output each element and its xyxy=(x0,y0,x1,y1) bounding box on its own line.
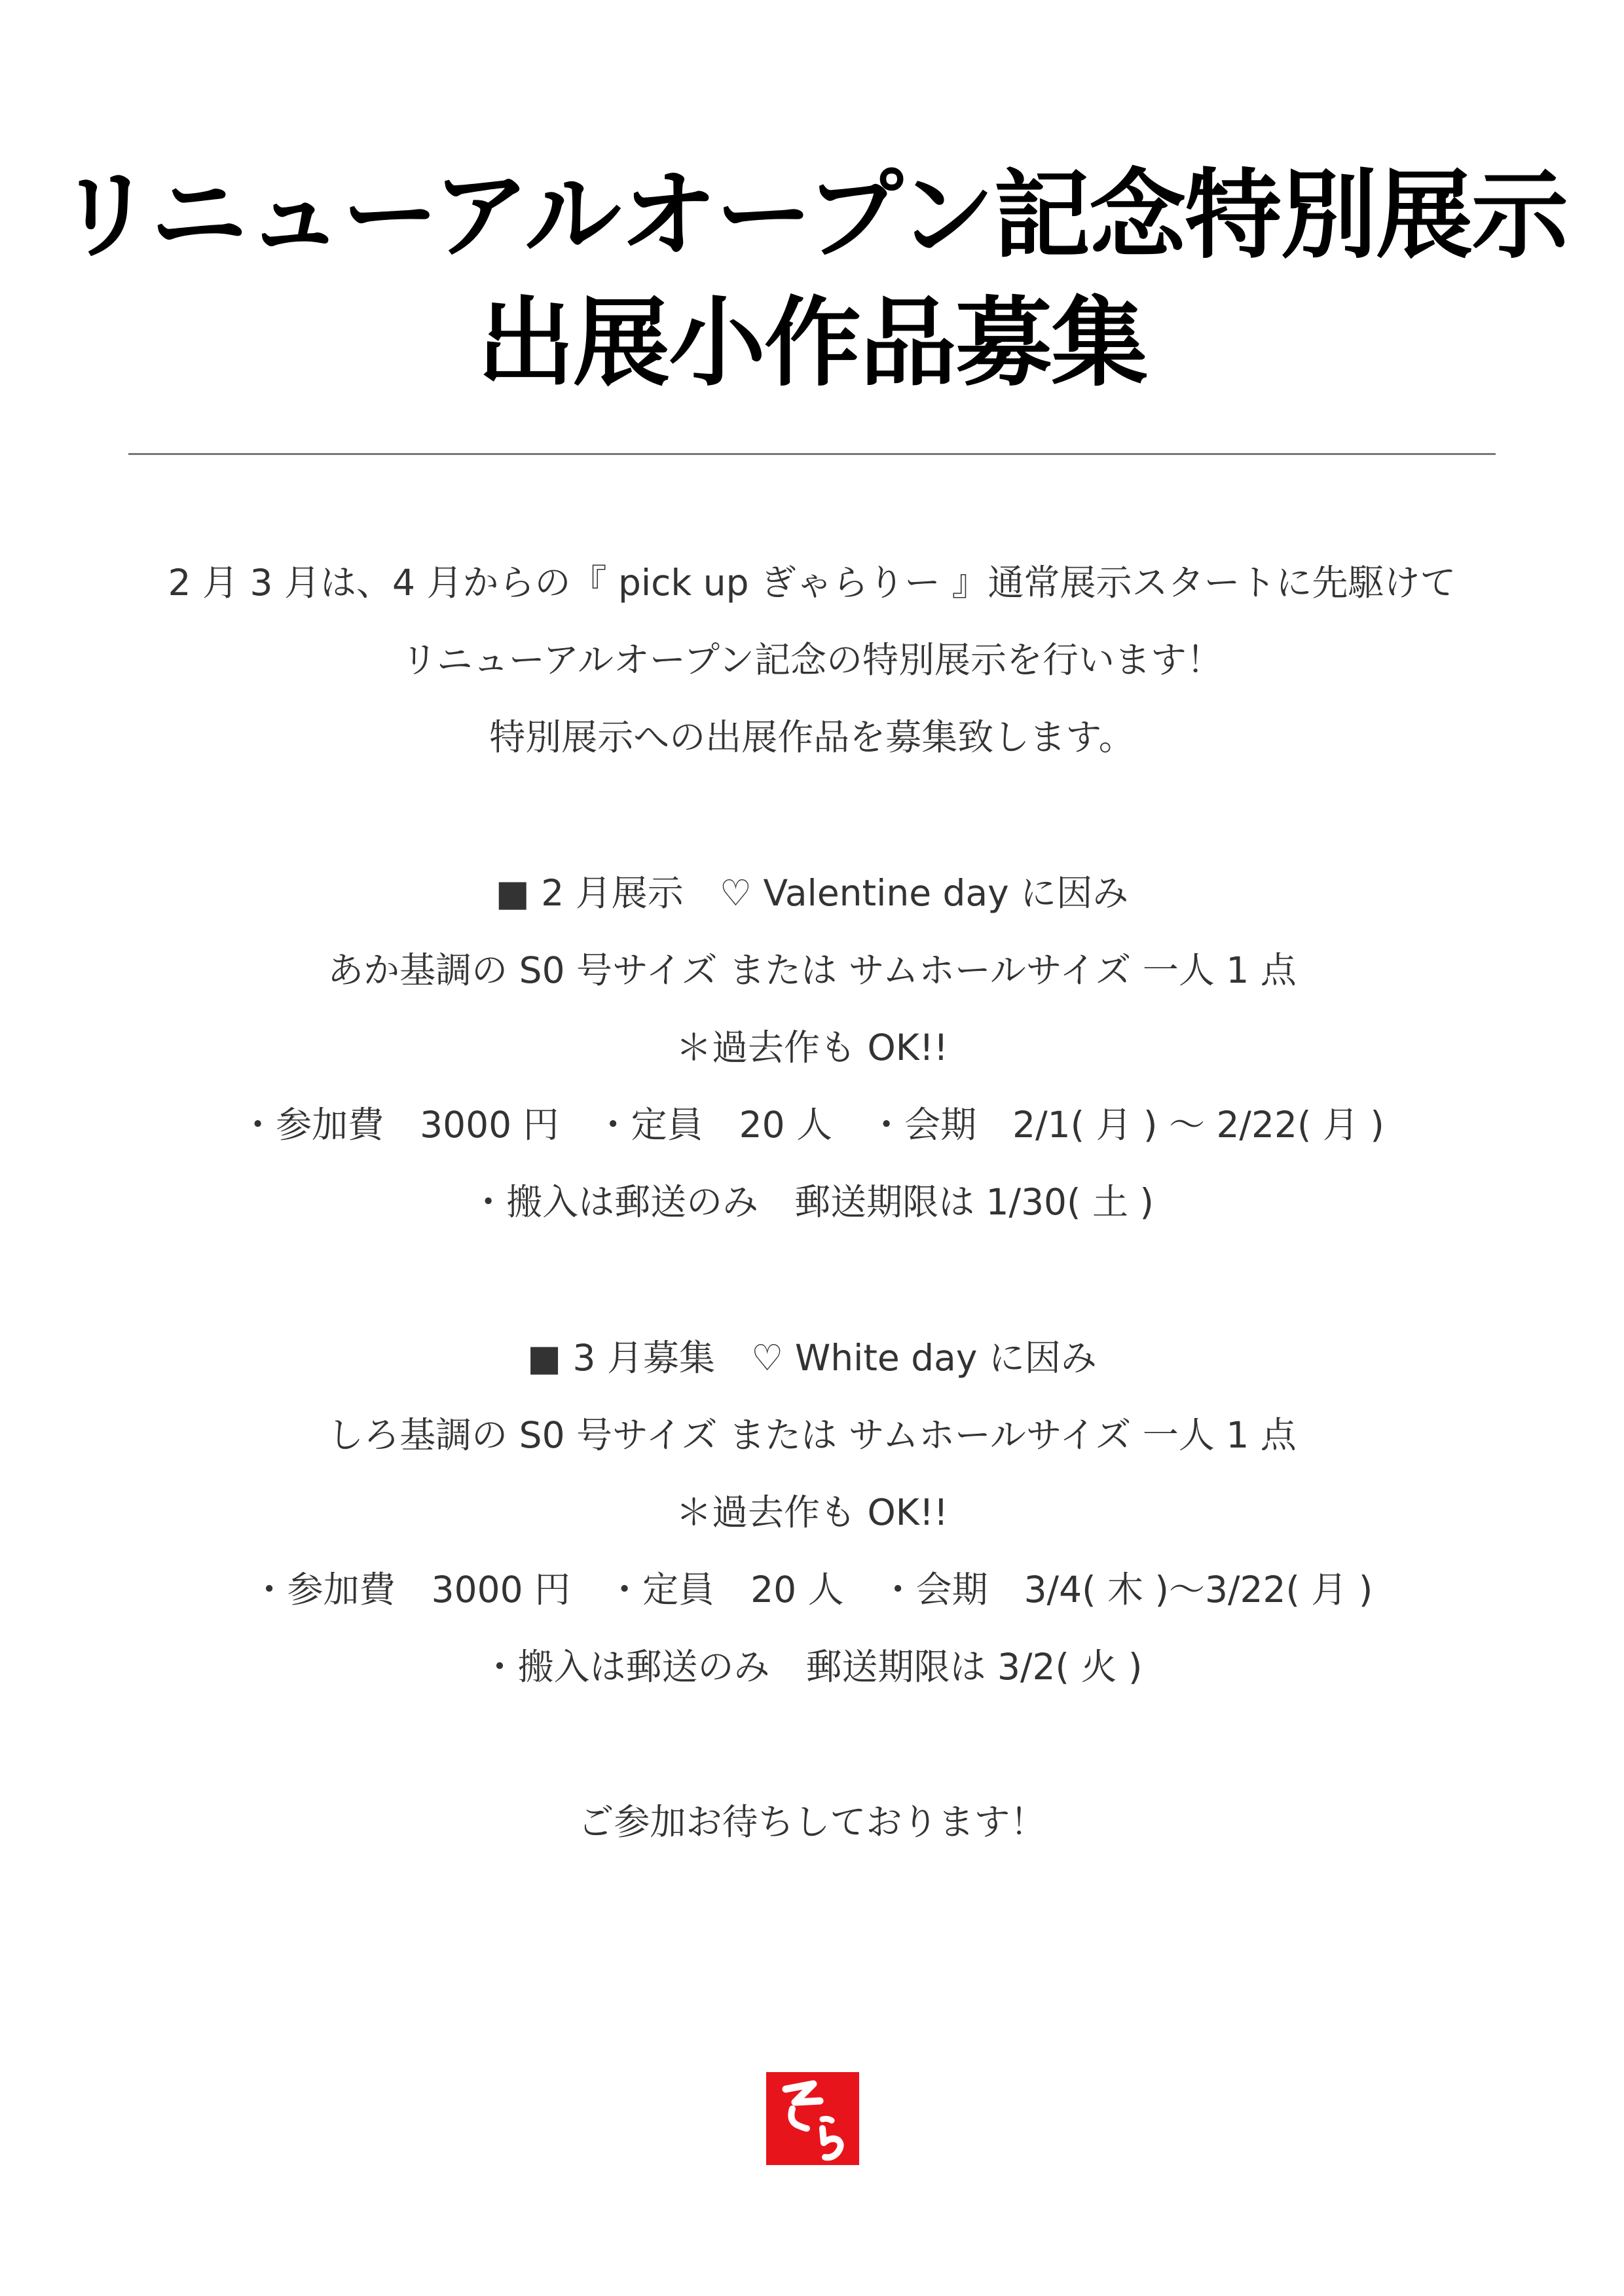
intro-line-3: 特別展示への出展作品を募集致します。 xyxy=(489,716,1135,758)
february-note: ＊過去作も OK!! xyxy=(676,1027,948,1068)
closing-message: ご参加お待ちしております！ xyxy=(578,1801,1046,1843)
february-size: あか基調の S0 号サイズ または サムホールサイズ 一人 1 点 xyxy=(327,949,1297,991)
intro-line-1: 2 月 3 月は、4 月からの『 pick up ぎゃらりー 』通常展示スタートに先駆けて xyxy=(168,562,1456,604)
february-details: ・参加費 3000 円 ・定員 20 人 ・会期 2/1( 月 ) 〜 2/22( 月 ) xyxy=(240,1104,1384,1146)
march-size: しろ基調の S0 号サイズ または サムホールサイズ 一人 1 点 xyxy=(327,1414,1297,1456)
title-divider xyxy=(128,453,1496,455)
february-shipping: ・搬入は郵送のみ 郵送期限は 1/30( 土 ) xyxy=(470,1181,1154,1223)
sora-logo-mark xyxy=(766,2072,859,2165)
february-heading: ■ 2 月展示 ♡ Valentine day に因み xyxy=(495,872,1129,914)
march-heading: ■ 3 月募集 ♡ White day に因み xyxy=(527,1337,1097,1379)
page-title-line1: リニューアルオープン記念特別展示 xyxy=(56,159,1568,272)
intro-line-2: リニューアルオープン記念の特別展示を行います！ xyxy=(401,639,1223,681)
march-note: ＊過去作も OK!! xyxy=(676,1491,948,1533)
page-title-line2: 出展小作品募集 xyxy=(477,287,1147,399)
march-shipping: ・搬入は郵送のみ 郵送期限は 3/2( 火 ) xyxy=(481,1646,1143,1688)
march-details: ・参加費 3000 円 ・定員 20 人 ・会期 3/4( 木 )〜3/22( 月 ) xyxy=(251,1569,1373,1611)
sora-logo xyxy=(766,2072,859,2165)
